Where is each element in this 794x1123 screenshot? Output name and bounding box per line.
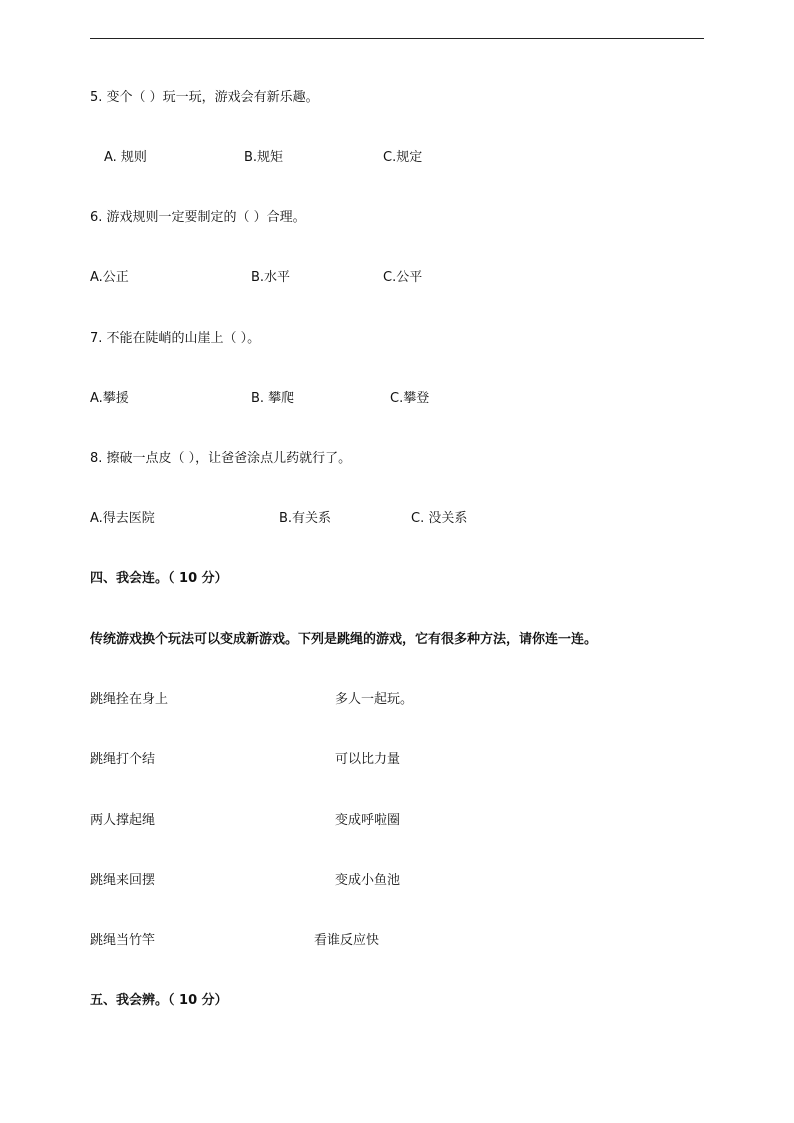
match-right-item: 变成小鱼池 <box>335 873 401 888</box>
match-left-item: 跳绳当竹竿 <box>90 933 156 948</box>
question-8-option-b: B.有关系 <box>279 511 332 526</box>
question-5-option-c: C.规定 <box>383 150 423 165</box>
match-left-item: 两人撑起绳 <box>90 813 156 828</box>
question-6-stem: 6. 游戏规则一定要制定的（ ）合理。 <box>90 210 306 225</box>
match-left-item: 跳绳拴在身上 <box>90 692 169 707</box>
question-5-option-b: B.规矩 <box>244 150 284 165</box>
section-5-heading: 五、我会辨。（ 10 分） <box>90 993 228 1008</box>
match-left-item: 跳绳打个结 <box>90 752 156 767</box>
question-8-option-c: C. 没关系 <box>411 511 468 526</box>
question-7-option-c: C.攀登 <box>390 391 430 406</box>
question-6-option-a: A.公正 <box>90 270 129 285</box>
match-left-item: 跳绳来回摆 <box>90 873 156 888</box>
question-8-stem: 8. 擦破一点皮（ ），让爸爸涂点儿药就行了。 <box>90 451 352 466</box>
question-6-option-b: B.水平 <box>251 270 291 285</box>
question-5-option-a: A. 规则 <box>104 150 147 165</box>
match-right-item: 变成呼啦圈 <box>335 813 401 828</box>
section-4-heading: 四、我会连。（ 10 分） <box>90 571 228 586</box>
question-5-stem: 5. 变个（ ）玩一玩，游戏会有新乐趣。 <box>90 90 319 105</box>
header-rule <box>90 38 704 39</box>
match-right-item: 可以比力量 <box>335 752 401 767</box>
question-8-option-a: A.得去医院 <box>90 511 155 526</box>
question-6-option-c: C.公平 <box>383 270 423 285</box>
question-7-option-b: B. 攀爬 <box>251 391 295 406</box>
match-right-item: 多人一起玩。 <box>335 692 414 707</box>
question-7-stem: 7. 不能在陡峭的山崖上（ ）。 <box>90 331 261 346</box>
match-right-item: 看谁反应快 <box>314 933 380 948</box>
section-4-instruction: 传统游戏换个玩法可以变成新游戏。下列是跳绳的游戏，它有很多种方法，请你连一连。 <box>90 632 598 647</box>
question-7-option-a: A.攀援 <box>90 391 129 406</box>
